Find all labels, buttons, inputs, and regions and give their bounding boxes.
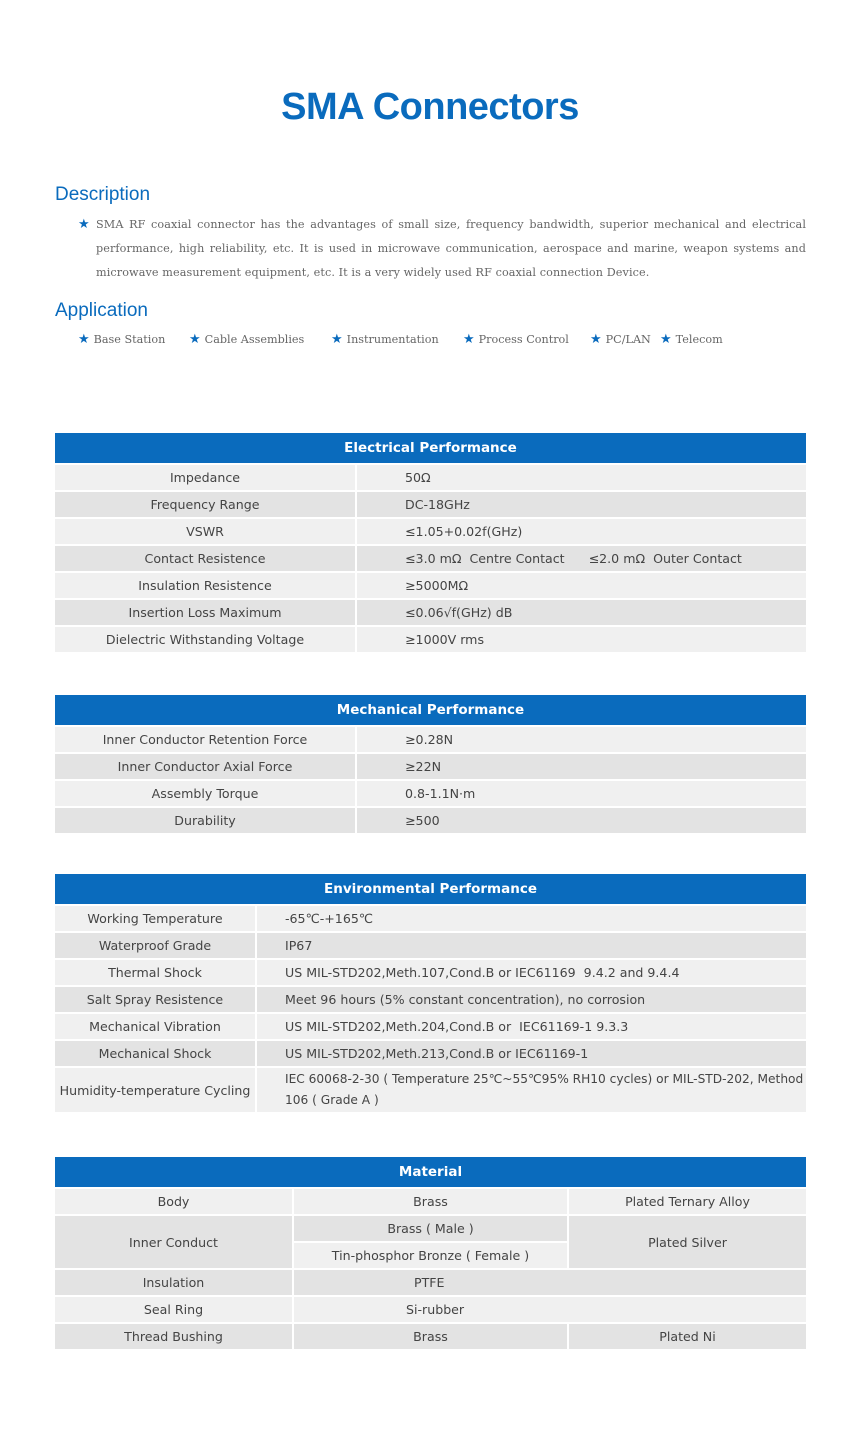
material-value: Si-rubber — [294, 1297, 806, 1324]
table-row — [55, 600, 806, 627]
table-header: Electrical Performance — [55, 433, 806, 465]
spec-value: US MIL-STD202,Meth.213,Cond.B or IEC61169-1 — [257, 1041, 806, 1068]
spec-label: Insertion Loss Maximum — [55, 600, 357, 627]
part-label: Body — [55, 1189, 294, 1216]
spec-label: VSWR — [55, 519, 357, 546]
table-row — [55, 1068, 806, 1114]
spec-value: ≥500 — [357, 808, 806, 835]
star-icon: ★ — [660, 332, 672, 347]
spec-value: US MIL-STD202,Meth.204,Cond.B or IEC61169-1 9.3.3 — [257, 1014, 806, 1041]
plating-value: Plated Silver — [569, 1216, 806, 1270]
spec-value: 50Ω — [357, 465, 806, 492]
spec-label: Humidity-temperature Cycling — [55, 1068, 257, 1114]
star-icon: ★ — [463, 332, 475, 347]
application-item: ★ PC/LAN — [590, 332, 651, 347]
table-row — [55, 808, 806, 835]
part-label: Thread Bushing — [55, 1324, 294, 1351]
table-row — [55, 1189, 806, 1216]
part-label: Inner Conduct — [55, 1216, 294, 1270]
spec-label: Durability — [55, 808, 357, 835]
table-row — [55, 960, 806, 987]
application-heading: Application — [55, 300, 148, 321]
part-label: Insulation — [55, 1270, 294, 1297]
spec-label: Assembly Torque — [55, 781, 357, 808]
table-header: Environmental Performance — [55, 874, 806, 906]
table-header: Material — [55, 1157, 806, 1189]
spec-label: Dielectric Withstanding Voltage — [55, 627, 357, 654]
spec-value: Meet 96 hours (5% constant concentration), no corrosion — [257, 987, 806, 1014]
star-icon: ★ — [590, 332, 602, 347]
application-item: ★ Instrumentation — [331, 332, 439, 347]
material-value: Tin-phosphor Bronze ( Female ) — [294, 1243, 569, 1270]
spec-value: ≥0.28N — [357, 727, 806, 754]
application-item: ★ Telecom — [660, 332, 723, 347]
spec-label: Mechanical Shock — [55, 1041, 257, 1068]
spec-value: ≥22N — [357, 754, 806, 781]
table-row — [55, 933, 806, 960]
material-value: Brass ( Male ) — [294, 1216, 569, 1243]
spec-value: ≤1.05+0.02f(GHz) — [357, 519, 806, 546]
star-icon: ★ — [78, 332, 90, 347]
table-row — [55, 1041, 806, 1068]
material-value: Brass — [294, 1189, 569, 1216]
table-row — [55, 754, 806, 781]
table-row — [55, 1216, 806, 1243]
spec-value: ≤0.06√f(GHz) dB — [357, 600, 806, 627]
table-row — [55, 987, 806, 1014]
table-row — [55, 1297, 806, 1324]
spec-label: Waterproof Grade — [55, 933, 257, 960]
page-title: SMA Connectors — [281, 86, 579, 128]
table-header: Mechanical Performance — [55, 695, 806, 727]
plating-value: Plated Ni — [569, 1324, 806, 1351]
description-block — [78, 213, 806, 285]
star-icon: ★ — [78, 217, 90, 232]
description-heading: Description — [55, 184, 151, 205]
table-row — [55, 465, 806, 492]
table-row — [55, 781, 806, 808]
part-label: Seal Ring — [55, 1297, 294, 1324]
application-item: ★ Base Station — [78, 332, 166, 347]
application-item: ★ Cable Assemblies — [189, 332, 305, 347]
material-value: PTFE — [294, 1270, 806, 1297]
spec-value: US MIL-STD202,Meth.107,Cond.B or IEC61169 9.4.2 and 9.4.4 — [257, 960, 806, 987]
spec-value: IP67 — [257, 933, 806, 960]
electrical-performance-table — [55, 433, 806, 654]
material-value: Brass — [294, 1324, 569, 1351]
application-item: ★ Process Control — [463, 332, 569, 347]
table-row — [55, 906, 806, 933]
table-row — [55, 492, 806, 519]
table-row — [55, 727, 806, 754]
description-text: SMA RF coaxial connector has the advantages of small size, frequency bandwidth, superior mechanical and electrical performance, high reliability, etc. It is used in microwave communication, aerospace and marine, weapon systems and microwave measurement equipment, etc. It is a very widely used RF coaxial connection Device. — [96, 218, 806, 279]
table-row — [55, 519, 806, 546]
table-row — [55, 573, 806, 600]
spec-label: Working Temperature — [55, 906, 257, 933]
table-row — [55, 1270, 806, 1297]
table-row — [55, 1324, 806, 1351]
spec-value: 0.8-1.1N·m — [357, 781, 806, 808]
table-row — [55, 546, 806, 573]
material-table — [55, 1157, 806, 1351]
environmental-performance-table — [55, 874, 806, 1114]
spec-value: ≥5000MΩ — [357, 573, 806, 600]
spec-value: IEC 60068-2-30 ( Temperature 25℃~55℃95% RH10 cycles) or MIL-STD-202, Method 106 ( Grade A ) — [257, 1068, 806, 1114]
spec-label: Mechanical Vibration — [55, 1014, 257, 1041]
table-row — [55, 627, 806, 654]
spec-label: Frequency Range — [55, 492, 357, 519]
spec-value: -65℃-+165℃ — [257, 906, 806, 933]
mechanical-performance-table — [55, 695, 806, 835]
spec-label: Insulation Resistence — [55, 573, 357, 600]
spec-label: Impedance — [55, 465, 357, 492]
star-icon: ★ — [331, 332, 343, 347]
spec-label: Thermal Shock — [55, 960, 257, 987]
spec-label: Salt Spray Resistence — [55, 987, 257, 1014]
plating-value: Plated Ternary Alloy — [569, 1189, 806, 1216]
spec-value: ≥1000V rms — [357, 627, 806, 654]
spec-label: Inner Conductor Retention Force — [55, 727, 357, 754]
spec-value: ≤3.0 mΩ Centre Contact ≤2.0 mΩ Outer Contact — [357, 546, 806, 573]
spec-label: Contact Resistence — [55, 546, 357, 573]
spec-value: DC-18GHz — [357, 492, 806, 519]
star-icon: ★ — [189, 332, 201, 347]
spec-label: Inner Conductor Axial Force — [55, 754, 357, 781]
table-row — [55, 1014, 806, 1041]
